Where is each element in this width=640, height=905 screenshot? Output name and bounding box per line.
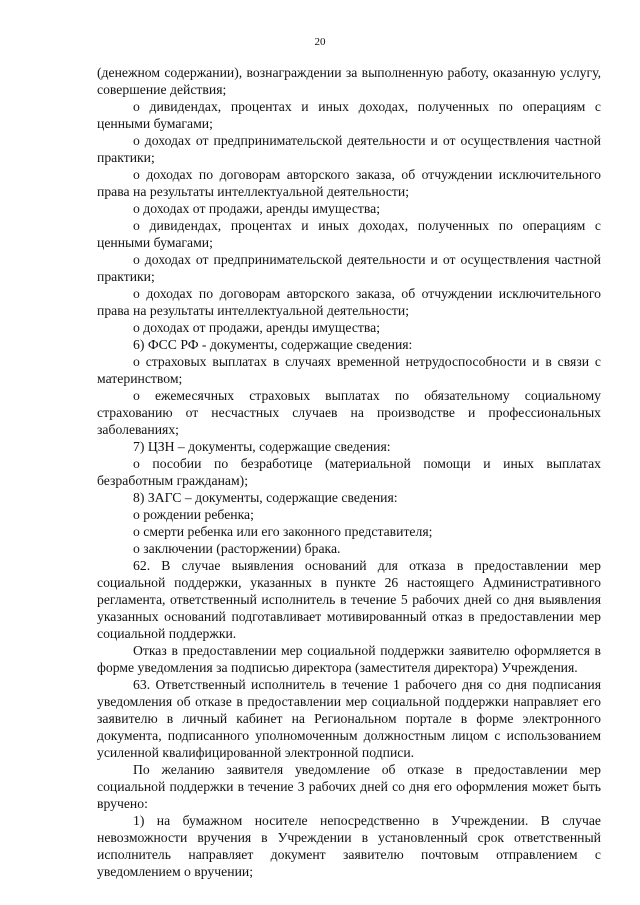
paragraph: Отказ в предоставлении мер социальной поддержки заявителю оформляется в форме уведомления за подписью директора (заместителя директора) Учреждения. xyxy=(97,643,601,675)
paragraph: 8) ЗАГС – документы, содержащие сведения: xyxy=(133,490,398,505)
paragraph: о доходах по договорам авторского заказа, об отчуждении исключительного права на результаты интеллектуальной деятельности; xyxy=(97,167,601,199)
paragraph: о доходах от продажи, аренды имущества; xyxy=(133,320,381,335)
paragraph: о заключении (расторжении) брака. xyxy=(133,541,341,556)
paragraph: о доходах по договорам авторского заказа, об отчуждении исключительного права на результаты интеллектуальной деятельности; xyxy=(97,286,601,318)
paragraph: 1) на бумажном носителе непосредственно в Учреждении. В случае невозможности вручения в Учреждении в установленный срок ответственный исполнитель направляет документ заявителю почтовым отправлением с уведомлением о вручении; xyxy=(97,813,601,879)
paragraph: о доходах от предпринимательской деятельности и от осуществления частной практики; xyxy=(97,133,601,165)
paragraph: 62. В случае выявления оснований для отказа в предоставлении мер социальной поддержки, указанных в пункте 26 настоящего Административного регламента, ответственный исполнитель в течение 5 рабочих дней со дня выявления указанных оснований подготавливает мотивированный отказ в предоставлении мер социальной поддержки. xyxy=(97,558,601,641)
paragraph: о страховых выплатах в случаях временной нетрудоспособности и в связи с материнством; xyxy=(97,354,601,386)
paragraph: о доходах от продажи, аренды имущества; xyxy=(133,201,381,216)
paragraph: (денежном содержании), вознаграждении за выполненную работу, оказанную услугу, совершение действия; xyxy=(97,65,601,97)
paragraph: о пособии по безработице (материальной помощи и иных выплатах безработным гражданам); xyxy=(97,456,601,488)
paragraph: о доходах от предпринимательской деятельности и от осуществления частной практики; xyxy=(97,252,601,284)
page-number: 20 xyxy=(314,36,326,48)
paragraph: о дивидендах, процентах и иных доходах, полученных по операциям с ценными бумагами; xyxy=(97,218,601,250)
paragraph: о ежемесячных страховых выплатах по обязательному социальному страхованию от несчастных случаев на производстве и профессиональных заболеваниях; xyxy=(97,388,601,437)
paragraph: По желанию заявителя уведомление об отказе в предоставлении мер социальной поддержки в течение 3 рабочих дней со дня его оформления может быть вручено: xyxy=(97,762,601,811)
document-body xyxy=(97,64,601,880)
paragraph: 63. Ответственный исполнитель в течение 1 рабочего дня со дня подписания уведомления об отказе в предоставлении мер социальной поддержки направляет его заявителю в личный кабинет на Региональном портале в форме электронного документа, подписанного уполномоченным должностным лицом с использованием усиленной квалифицированной электронной подписи. xyxy=(97,677,601,760)
paragraph: о дивидендах, процентах и иных доходах, полученных по операциям с ценными бумагами; xyxy=(97,99,601,131)
paragraph: 7) ЦЗН – документы, содержащие сведения: xyxy=(133,439,391,454)
paragraph: о смерти ребенка или его законного представителя; xyxy=(133,524,433,539)
paragraph: о рождении ребенка; xyxy=(133,507,254,522)
paragraph: 6) ФСС РФ - документы, содержащие сведения: xyxy=(133,337,413,352)
